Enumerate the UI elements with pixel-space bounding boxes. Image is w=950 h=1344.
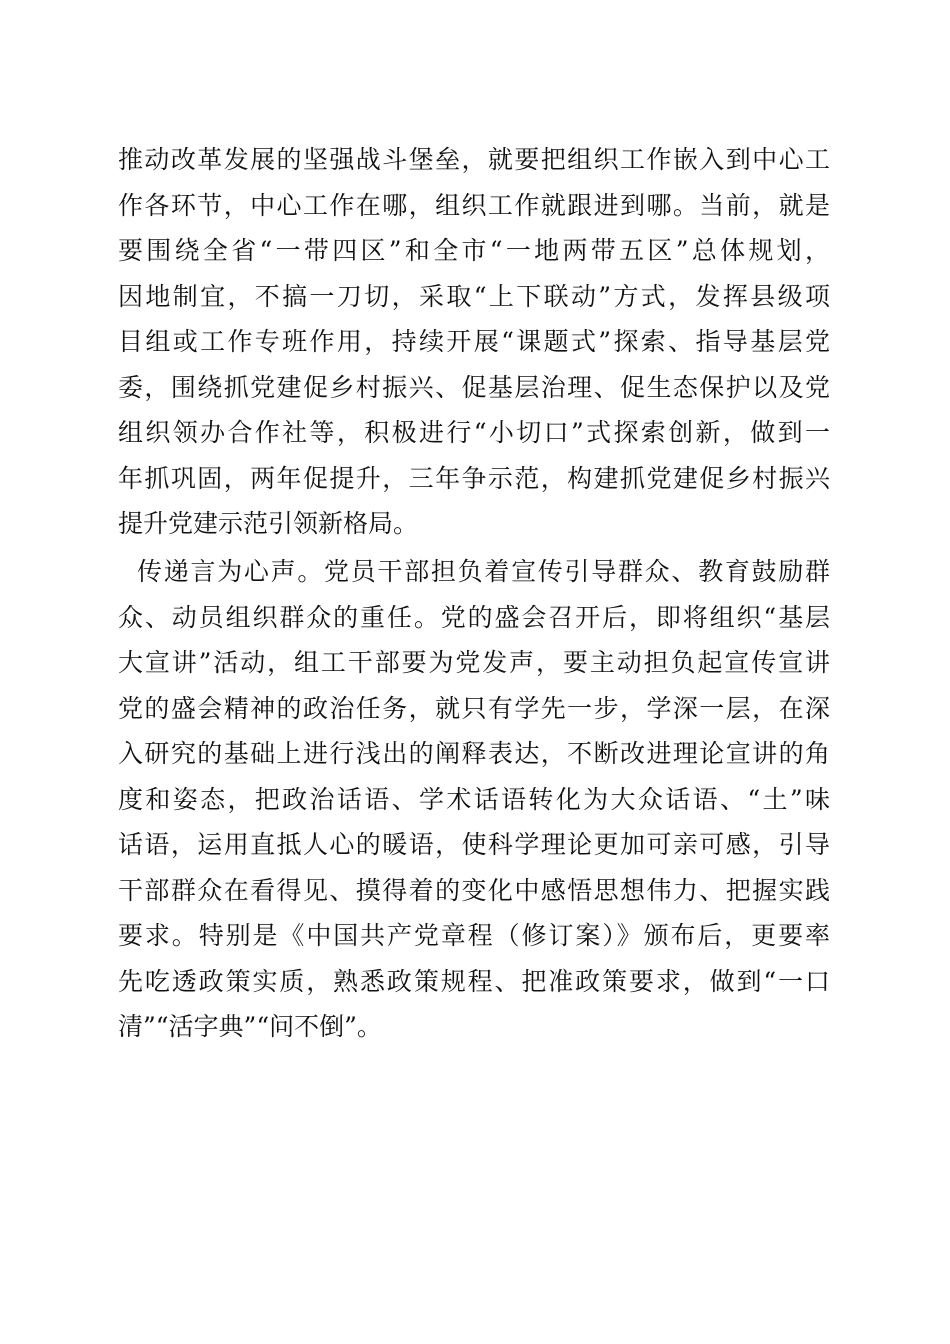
text-line: 提升党建示范引领新格局。 (118, 509, 419, 538)
paragraph-continued (118, 137, 830, 547)
paragraph-propaganda (118, 549, 830, 1050)
text-line: 年抓巩固，两年促提升，三年争示范，构建抓党建促乡村振兴 (118, 463, 830, 493)
text-line: 先吃透政策实质，熟悉政策规程、把准政策要求，做到“一口 (118, 966, 830, 996)
text-line: 入研究的基础上进行浅出的阐释表达，不断改进理论宣讲的角 (118, 739, 830, 768)
text-line: 大宣讲”活动，组工干部要为党发声，要主动担负起宣传宣讲 (118, 648, 830, 677)
text-line: 度和姿态，把政治话语、学术话语转化为大众话语、“土”味 (118, 784, 830, 814)
text-line: 干部群众在看得见、摸得着的变化中感悟思想伟力、把握实践 (118, 875, 830, 905)
text-line: 传递言为心声。党员干部担负着宣传引导群众、教育鼓励群 (137, 557, 830, 586)
text-line: 要围绕全省“一带四区”和全市“一地两带五区”总体规划， (118, 236, 830, 265)
text-line: 清”“活字典”“问不倒”。 (118, 1012, 382, 1041)
text-line: 党的盛会精神的政治任务，就只有学先一步，学深一层，在深 (118, 693, 830, 723)
text-line: 众、动员组织群众的重任。党的盛会召开后，即将组织“基层 (118, 602, 830, 632)
text-line: 组织领办合作社等，积极进行“小切口”式探索创新，做到一 (118, 418, 830, 447)
text-line: 话语，运用直抵人心的暖语，使科学理论更加可亲可感，引导 (118, 830, 830, 859)
text-line: 因地制宜，不搞一刀切，采取“上下联动”方式，发挥县级项 (118, 281, 830, 311)
text-line: 目组或工作专班作用，持续开展“课题式”探索、指导基层党 (118, 327, 830, 356)
text-line: 委，围绕抓党建促乡村振兴、促基层治理、促生态保护以及党 (118, 372, 830, 402)
text-line: 要求。特别是《中国共产党章程（修订案）》颁布后，更要率 (118, 921, 830, 950)
text-line: 推动改革发展的坚强战斗堡垒，就要把组织工作嵌入到中心工 (118, 145, 830, 174)
text-line: 作各环节，中心工作在哪，组织工作就跟进到哪。当前，就是 (118, 190, 830, 220)
